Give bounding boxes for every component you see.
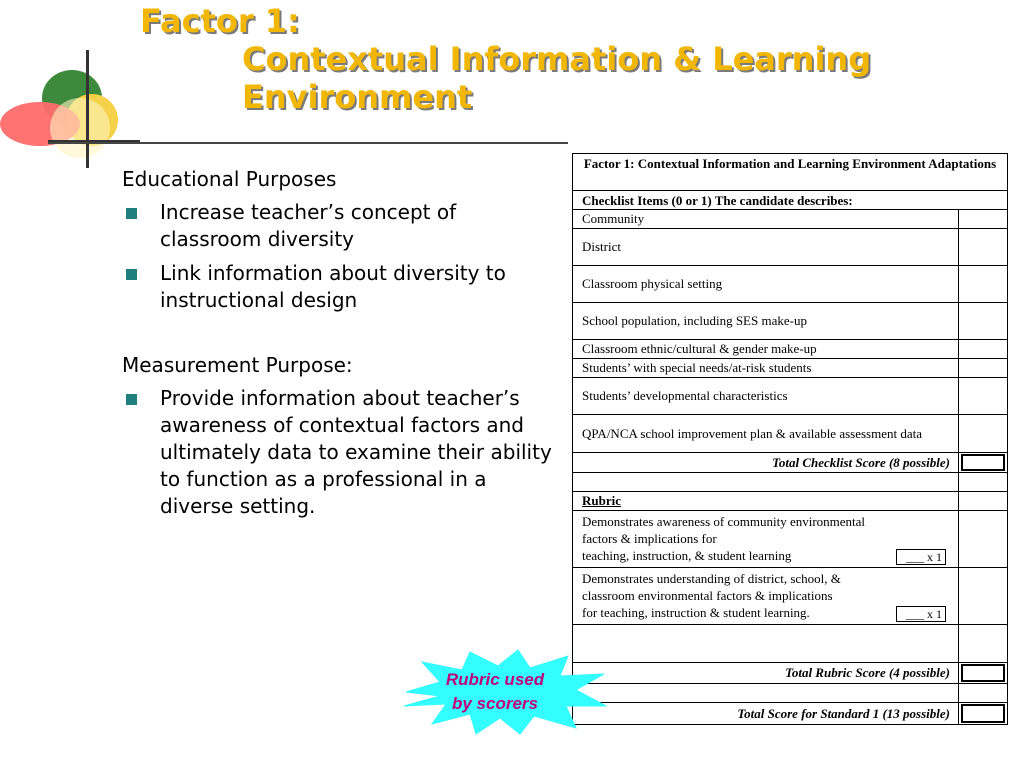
list-item: Increase teacher’s concept of classroom diversity <box>122 199 562 253</box>
title-line-1: Factor 1: <box>140 2 300 40</box>
total-rubric-row: Total Rubric Score (4 possible) <box>573 663 1007 684</box>
measurement-purpose-heading: Measurement Purpose: <box>122 353 353 377</box>
total-standard-row: Total Score for Standard 1 (13 possible) <box>573 703 1007 724</box>
bullet-icon <box>126 208 137 219</box>
checklist-heading: Checklist Items (0 or 1) The candidate describes: <box>573 191 1007 210</box>
table-row: School population, including SES make-up <box>573 303 1007 340</box>
table-row: Classroom physical setting <box>573 266 1007 303</box>
spacer-row <box>573 625 1007 663</box>
table-row: QPA/NCA school improvement plan & available assessment data <box>573 415 1007 453</box>
rubric-heading-row: Rubric <box>573 492 1007 511</box>
educational-purposes-list <box>122 199 562 314</box>
spacer-row <box>573 684 1007 703</box>
educational-purposes-heading: Educational Purposes <box>122 167 337 191</box>
score-box: ___ x 1 <box>896 606 946 622</box>
table-row: Community <box>573 210 1007 229</box>
rubric-row: Demonstrates awareness of community environmental factors & implications for teaching, instruction, & student learning ___ x 1 <box>573 511 1007 568</box>
title-divider <box>48 142 568 144</box>
slide-title <box>140 2 871 116</box>
checklist-table <box>572 153 1008 725</box>
measurement-purpose-list <box>122 385 562 520</box>
table-row: Students’ developmental characteristics <box>573 378 1007 415</box>
table-row: Students’ with special needs/at-risk students <box>573 359 1007 378</box>
total-checklist-row: Total Checklist Score (8 possible) <box>573 453 1007 473</box>
bullet-icon <box>126 269 137 280</box>
table-header: Factor 1: Contextual Information and Learning Environment Adaptations <box>573 154 1007 191</box>
table-row: District <box>573 229 1007 266</box>
bullet-icon <box>126 394 137 405</box>
table-row: Classroom ethnic/cultural & gender make-up <box>573 340 1007 359</box>
callout-text: Rubric used by scorers <box>445 670 545 713</box>
spacer-row <box>573 473 1007 492</box>
score-box: ___ x 1 <box>896 549 946 565</box>
list-item: Link information about diversity to instructional design <box>122 260 562 314</box>
purposes-text <box>122 166 562 527</box>
title-line-3: Environment <box>242 78 473 116</box>
rubric-row: Demonstrates understanding of district, school, & classroom environmental factors & implications for teaching, instruction & student learning. ___ x 1 <box>573 568 1007 625</box>
list-item: Provide information about teacher’s awareness of contextual factors and ultimately data to examine their ability to function as a professional in a diverse setting. <box>122 385 562 520</box>
logo-graphic <box>0 50 140 175</box>
title-line-2: Contextual Information & Learning <box>242 40 872 78</box>
